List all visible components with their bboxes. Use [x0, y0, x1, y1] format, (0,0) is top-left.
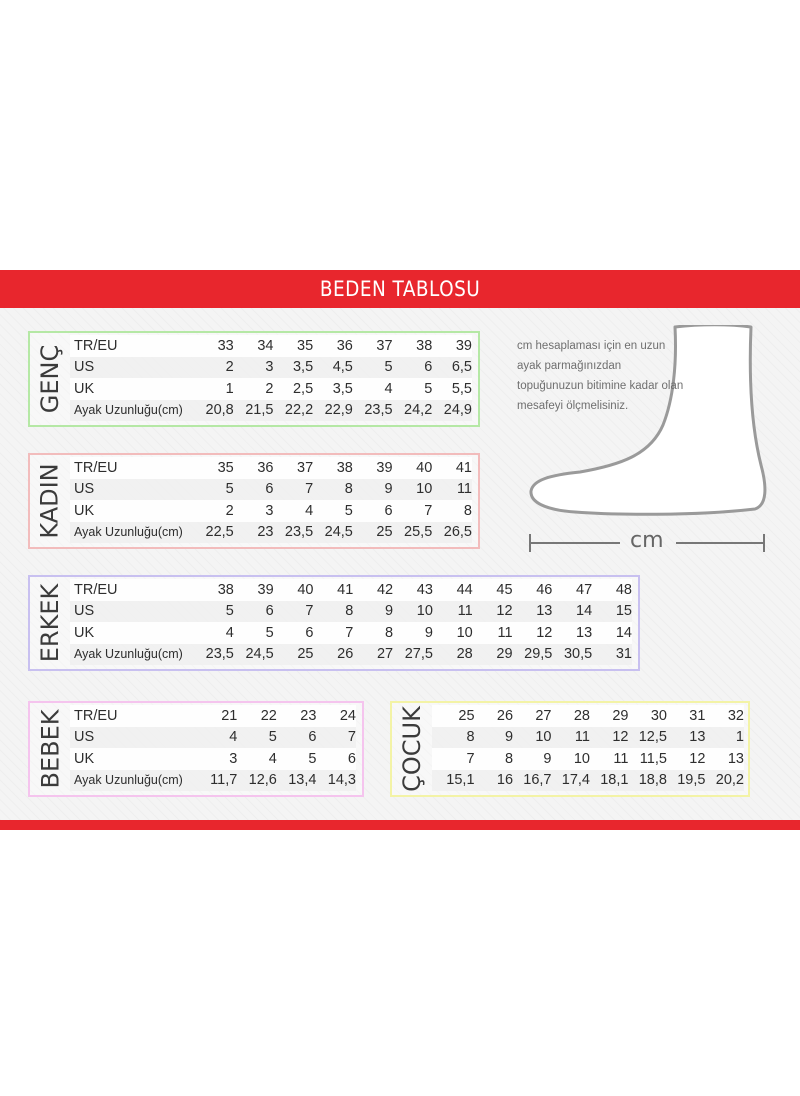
- panel-bebek: [28, 701, 364, 797]
- size-cell: 24,5: [313, 522, 353, 544]
- size-cell: 43: [393, 579, 433, 601]
- row-label: US: [70, 479, 194, 501]
- size-cell: 17,4: [552, 770, 590, 792]
- kadin-row: [70, 479, 472, 501]
- size-cell: 3,5: [273, 357, 313, 379]
- size-cell: 4: [198, 727, 238, 749]
- size-cell: 29: [473, 644, 513, 666]
- erkek-row: [70, 601, 632, 623]
- size-cell: 6: [274, 622, 314, 644]
- size-cell: 27: [513, 705, 551, 727]
- cocuk-label: ÇOCUK: [398, 706, 426, 792]
- size-cell: 22,2: [273, 400, 313, 422]
- size-cell: 29,5: [513, 644, 553, 666]
- size-cell: 40: [274, 579, 314, 601]
- size-cell: 15,1: [436, 770, 474, 792]
- erkek-row: [70, 622, 632, 644]
- size-cell: 15: [592, 601, 632, 623]
- size-cell: 13: [552, 622, 592, 644]
- row-label: Ayak Uzunluğu(cm): [70, 770, 198, 792]
- kadin-row: [70, 522, 472, 544]
- measurement-note: cm hesaplaması için en uzun ayak parmağınızdan topuğunuzun bitimine kadar olan mesafeyi ölçmelisiniz.: [517, 340, 684, 412]
- size-cell: 8: [353, 622, 393, 644]
- size-cell: 11: [590, 748, 628, 770]
- size-cell: 25: [436, 705, 474, 727]
- size-cell: 10: [552, 748, 590, 770]
- size-cell: 20,8: [194, 400, 234, 422]
- size-cell: 12,6: [237, 770, 277, 792]
- size-cell: 21,5: [234, 400, 274, 422]
- size-cell: 7: [393, 500, 433, 522]
- size-cell: 23: [277, 705, 317, 727]
- size-cell: 6: [277, 727, 317, 749]
- row-label: Ayak Uzunluğu(cm): [70, 522, 194, 544]
- row-label: Ayak Uzunluğu(cm): [70, 644, 194, 666]
- erkek-label: ERKEK: [36, 583, 65, 663]
- size-cell: 14: [592, 622, 632, 644]
- row-label: TR/EU: [70, 457, 194, 479]
- size-cell: 44: [433, 579, 473, 601]
- size-cell: 37: [353, 335, 393, 357]
- size-cell: 9: [513, 748, 551, 770]
- size-cell: 22,9: [313, 400, 353, 422]
- size-cell: 6: [234, 601, 274, 623]
- cm-label: cm: [630, 528, 664, 553]
- size-cell: 41: [432, 457, 472, 479]
- size-cell: 38: [194, 579, 234, 601]
- size-cell: 23,5: [194, 644, 234, 666]
- size-cell: 9: [353, 601, 393, 623]
- bebek-row: [70, 748, 356, 770]
- size-cell: 24,5: [234, 644, 274, 666]
- size-cell: 36: [313, 335, 353, 357]
- size-cell: 18,8: [628, 770, 666, 792]
- size-cell: 24: [316, 705, 356, 727]
- size-cell: 28: [552, 705, 590, 727]
- kadin-row: [70, 457, 472, 479]
- size-cell: 13: [513, 601, 553, 623]
- size-cell: 24,2: [393, 400, 433, 422]
- size-cell: 10: [433, 622, 473, 644]
- cocuk-row: [432, 705, 744, 727]
- size-cell: 5: [277, 748, 317, 770]
- size-cell: 18,1: [590, 770, 628, 792]
- size-cell: 27: [353, 644, 393, 666]
- size-cell: 8: [313, 479, 353, 501]
- size-cell: 2,5: [273, 378, 313, 400]
- size-cell: 1: [194, 378, 234, 400]
- row-label: US: [70, 727, 198, 749]
- size-cell: 7: [273, 479, 313, 501]
- size-cell: 8: [313, 601, 353, 623]
- size-cell: 4: [237, 748, 277, 770]
- row-label: UK: [70, 748, 198, 770]
- size-cell: 12: [590, 727, 628, 749]
- row-label: TR/EU: [70, 579, 194, 601]
- size-cell: 12: [473, 601, 513, 623]
- size-cell: 48: [592, 579, 632, 601]
- size-cell: 6,5: [432, 357, 472, 379]
- size-cell: 3: [198, 748, 238, 770]
- size-cell: 35: [273, 335, 313, 357]
- genc-row: [70, 335, 472, 357]
- size-cell: 5: [194, 601, 234, 623]
- size-cell: 7: [436, 748, 474, 770]
- size-cell: 31: [667, 705, 705, 727]
- size-cell: 46: [513, 579, 553, 601]
- cocuk-row: [432, 770, 744, 792]
- size-cell: 23,5: [273, 522, 313, 544]
- size-cell: 11: [552, 727, 590, 749]
- size-cell: 30,5: [552, 644, 592, 666]
- panel-genc: [28, 331, 480, 427]
- genc-label: GENÇ: [36, 344, 65, 414]
- size-cell: 45: [473, 579, 513, 601]
- cocuk-row: [432, 727, 744, 749]
- row-label: US: [70, 601, 194, 623]
- size-cell: 22: [237, 705, 277, 727]
- size-cell: 9: [475, 727, 513, 749]
- size-cell: 26: [475, 705, 513, 727]
- size-cell: 25: [353, 522, 393, 544]
- size-cell: 13,4: [277, 770, 317, 792]
- size-cell: 10: [393, 479, 433, 501]
- size-cell: 11: [432, 479, 472, 501]
- size-cell: 12,5: [628, 727, 666, 749]
- size-cell: 5: [313, 500, 353, 522]
- bebek-row: [70, 727, 356, 749]
- size-cell: 20,2: [705, 770, 744, 792]
- size-cell: 6: [234, 479, 274, 501]
- row-label: UK: [70, 378, 194, 400]
- size-cell: 23,5: [353, 400, 393, 422]
- size-cell: 4,5: [313, 357, 353, 379]
- size-cell: 27,5: [393, 644, 433, 666]
- genc-row: [70, 378, 472, 400]
- size-cell: 5,5: [432, 378, 472, 400]
- size-cell: 4: [194, 622, 234, 644]
- size-cell: 12: [667, 748, 705, 770]
- size-cell: 10: [513, 727, 551, 749]
- size-cell: 8: [475, 748, 513, 770]
- size-cell: 6: [353, 500, 393, 522]
- size-cell: 2: [234, 378, 274, 400]
- size-cell: 6: [393, 357, 433, 379]
- size-cell: 39: [432, 335, 472, 357]
- size-cell: 47: [552, 579, 592, 601]
- size-cell: 40: [393, 457, 433, 479]
- size-cell: 41: [313, 579, 353, 601]
- size-cell: 13: [705, 748, 744, 770]
- size-cell: 3: [234, 357, 274, 379]
- size-cell: 36: [234, 457, 274, 479]
- genc-row: [70, 357, 472, 379]
- size-cell: 12: [513, 622, 553, 644]
- size-cell: 31: [592, 644, 632, 666]
- size-cell: 5: [234, 622, 274, 644]
- size-cell: 3: [234, 500, 274, 522]
- size-cell: 25,5: [393, 522, 433, 544]
- size-cell: 16,7: [513, 770, 551, 792]
- size-cell: 11,7: [198, 770, 238, 792]
- size-cell: 35: [194, 457, 234, 479]
- cocuk-row: [432, 748, 744, 770]
- size-cell: 19,5: [667, 770, 705, 792]
- row-label: Ayak Uzunluğu(cm): [70, 400, 194, 422]
- row-label: TR/EU: [70, 335, 194, 357]
- size-cell: 39: [234, 579, 274, 601]
- header-bar: [0, 270, 800, 308]
- size-cell: 33: [194, 335, 234, 357]
- bebek-label: BEBEK: [36, 709, 64, 789]
- size-cell: 2: [194, 500, 234, 522]
- size-cell: 11: [473, 622, 513, 644]
- erkek-row: [70, 644, 632, 666]
- panel-cocuk: [390, 701, 750, 797]
- kadin-table: [70, 457, 472, 543]
- size-cell: 24,9: [432, 400, 472, 422]
- size-cell: 26,5: [432, 522, 472, 544]
- size-cell: 5: [393, 378, 433, 400]
- size-cell: 32: [705, 705, 744, 727]
- panel-kadin: [28, 453, 480, 549]
- size-cell: 37: [273, 457, 313, 479]
- size-cell: 11,5: [628, 748, 666, 770]
- size-cell: 5: [194, 479, 234, 501]
- footer-bar: [0, 820, 800, 830]
- size-cell: 13: [667, 727, 705, 749]
- kadin-row: [70, 500, 472, 522]
- size-cell: 5: [237, 727, 277, 749]
- size-cell: 2: [194, 357, 234, 379]
- size-cell: 34: [234, 335, 274, 357]
- size-cell: 14: [552, 601, 592, 623]
- size-cell: 5: [353, 357, 393, 379]
- row-label: UK: [70, 622, 194, 644]
- size-cell: 38: [313, 457, 353, 479]
- panel-erkek: [28, 575, 640, 671]
- kadin-label: KADIN: [36, 463, 64, 539]
- size-cell: 39: [353, 457, 393, 479]
- row-label: UK: [70, 500, 194, 522]
- size-cell: 22,5: [194, 522, 234, 544]
- erkek-row: [70, 579, 632, 601]
- size-cell: 42: [353, 579, 393, 601]
- cocuk-table: [432, 705, 744, 791]
- size-cell: 30: [628, 705, 666, 727]
- size-cell: 4: [273, 500, 313, 522]
- genc-row: [70, 400, 472, 422]
- size-cell: 3,5: [313, 378, 353, 400]
- size-cell: 9: [393, 622, 433, 644]
- bebek-table: [70, 705, 356, 791]
- row-label: TR/EU: [70, 705, 198, 727]
- size-cell: 8: [436, 727, 474, 749]
- size-cell: 26: [313, 644, 353, 666]
- size-cell: 21: [198, 705, 238, 727]
- erkek-table: [70, 579, 632, 665]
- size-cell: 7: [316, 727, 356, 749]
- size-cell: 25: [274, 644, 314, 666]
- size-cell: 16: [475, 770, 513, 792]
- size-cell: 7: [313, 622, 353, 644]
- bebek-row: [70, 705, 356, 727]
- size-cell: 11: [433, 601, 473, 623]
- size-cell: 38: [393, 335, 433, 357]
- size-cell: 29: [590, 705, 628, 727]
- size-cell: 23: [234, 522, 274, 544]
- size-cell: 10: [393, 601, 433, 623]
- size-cell: 9: [353, 479, 393, 501]
- size-cell: 8: [432, 500, 472, 522]
- size-cell: 1: [705, 727, 744, 749]
- row-label: US: [70, 357, 194, 379]
- size-cell: 14,3: [316, 770, 356, 792]
- size-cell: 28: [433, 644, 473, 666]
- size-cell: 7: [274, 601, 314, 623]
- page-title: BEDEN TABLOSU: [319, 277, 481, 301]
- bebek-row: [70, 770, 356, 792]
- genc-table: [70, 335, 472, 421]
- size-cell: 4: [353, 378, 393, 400]
- size-cell: 6: [316, 748, 356, 770]
